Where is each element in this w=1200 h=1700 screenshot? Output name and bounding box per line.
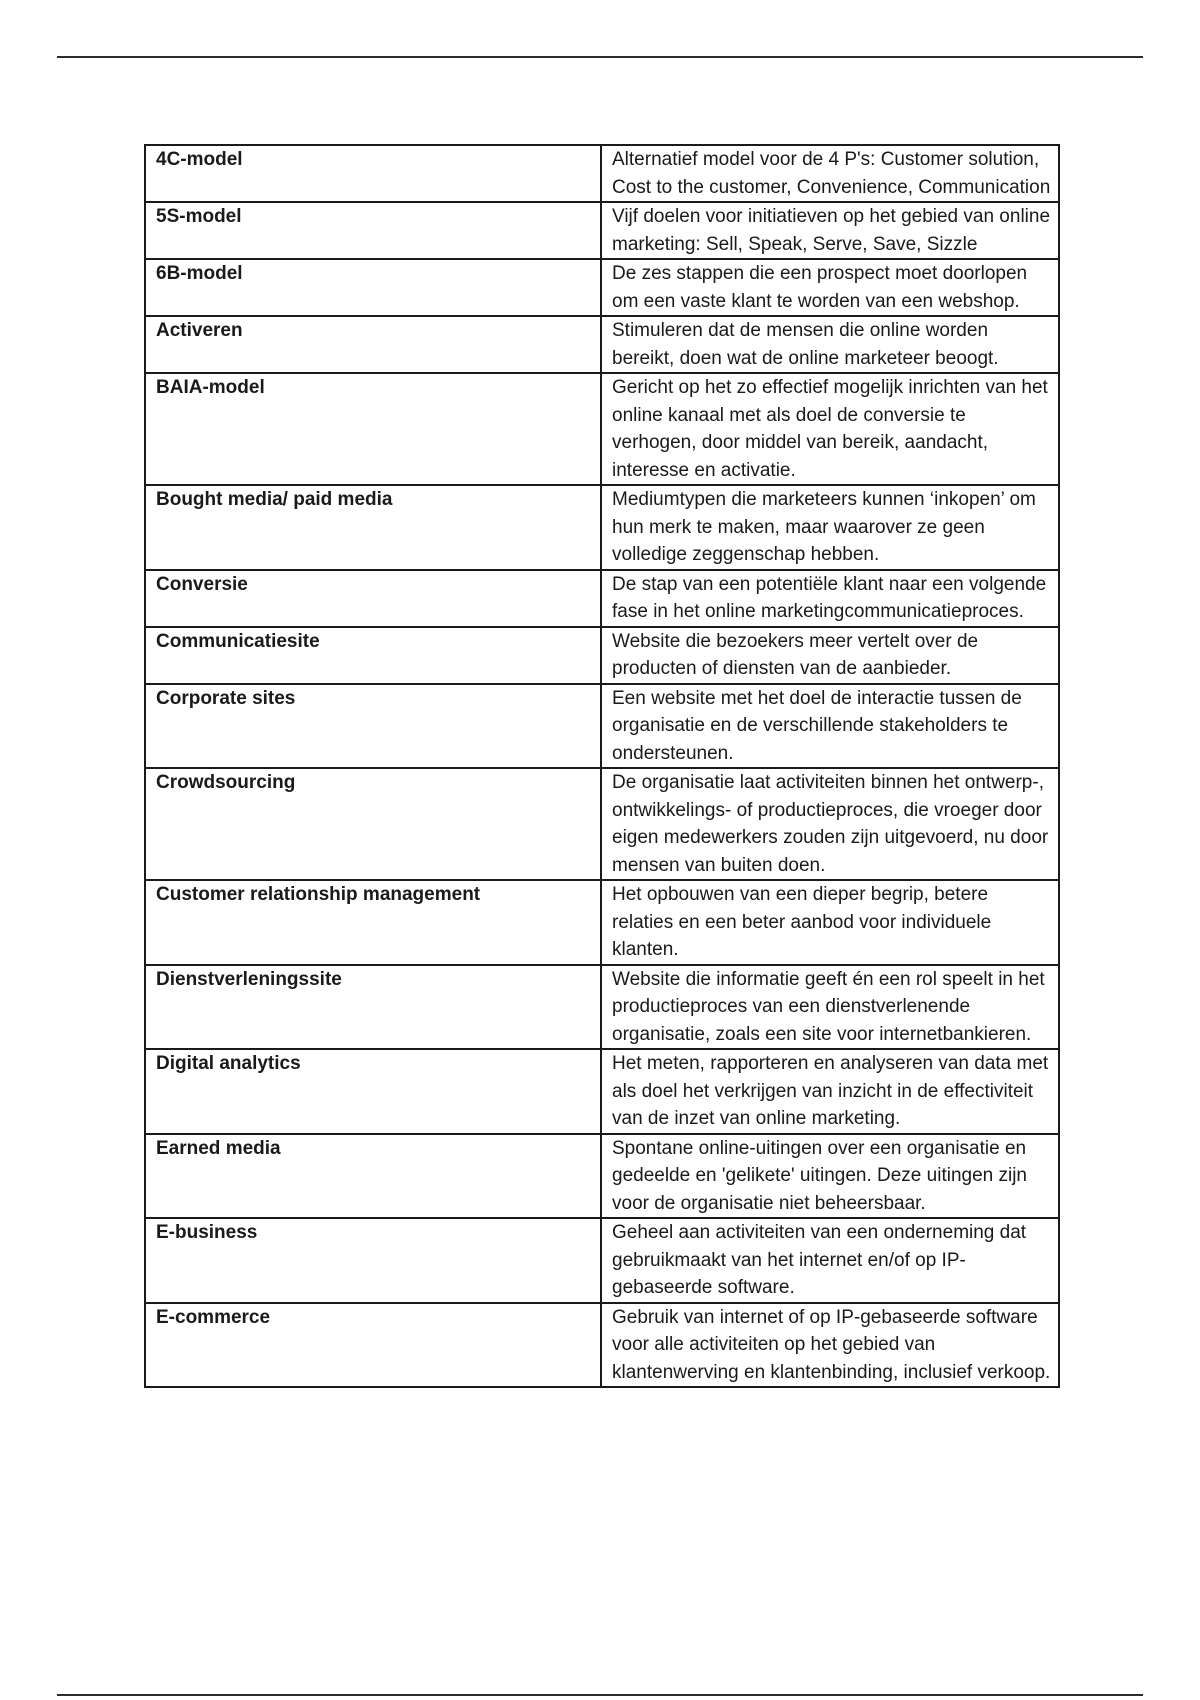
glossary-term: Bought media/ paid media xyxy=(145,485,601,570)
glossary-definition: De organisatie laat activiteiten binnen het ontwerp-, ontwikkelings- of productieproces, die vroeger door eigen medewerkers zouden zijn uitgevoerd, nu door mensen van buiten doen. xyxy=(601,768,1059,880)
glossary-term: Earned media xyxy=(145,1134,601,1219)
glossary-term: Dienstverleningssite xyxy=(145,965,601,1050)
table-row xyxy=(145,684,1059,769)
table-row xyxy=(145,1049,1059,1134)
table-row xyxy=(145,202,1059,259)
glossary-term: E-business xyxy=(145,1218,601,1303)
glossary-definition: Alternatief model voor de 4 P's: Customer solution, Cost to the customer, Convenience, Communication xyxy=(601,145,1059,202)
table-row xyxy=(145,1134,1059,1219)
glossary-definition: De stap van een potentiële klant naar een volgende fase in het online marketingcommunicatieproces. xyxy=(601,570,1059,627)
table-row xyxy=(145,965,1059,1050)
header-rule xyxy=(57,56,1143,58)
glossary-term: 4C-model xyxy=(145,145,601,202)
glossary-term: Digital analytics xyxy=(145,1049,601,1134)
glossary-term: Crowdsourcing xyxy=(145,768,601,880)
glossary-definition: Gebruik van internet of op IP-gebaseerde software voor alle activiteiten op het gebied van klantenwerving en klantenbinding, inclusief verkoop. xyxy=(601,1303,1059,1388)
glossary-definition: Stimuleren dat de mensen die online worden bereikt, doen wat de online marketeer beoogt. xyxy=(601,316,1059,373)
table-row xyxy=(145,570,1059,627)
glossary-definition: De zes stappen die een prospect moet doorlopen om een vaste klant te worden van een webshop. xyxy=(601,259,1059,316)
glossary-definition: Geheel aan activiteiten van een onderneming dat gebruikmaakt van het internet en/of op IP-gebaseerde software. xyxy=(601,1218,1059,1303)
glossary-definition: Gericht op het zo effectief mogelijk inrichten van het online kanaal met als doel de conversie te verhogen, door middel van bereik, aandacht, interesse en activatie. xyxy=(601,373,1059,485)
glossary-definition: Mediumtypen die marketeers kunnen ‘inkopen’ om hun merk te maken, maar waarover ze geen volledige zeggenschap hebben. xyxy=(601,485,1059,570)
glossary-definition: Website die bezoekers meer vertelt over de producten of diensten van de aanbieder. xyxy=(601,627,1059,684)
glossary-term: E-commerce xyxy=(145,1303,601,1388)
glossary-term: Customer relationship management xyxy=(145,880,601,965)
glossary-definition: Het meten, rapporteren en analyseren van data met als doel het verkrijgen van inzicht in de effectiviteit van de inzet van online marketing. xyxy=(601,1049,1059,1134)
table-row xyxy=(145,373,1059,485)
glossary-definition: Spontane online-uitingen over een organisatie en gedeelde en 'gelikete' uitingen. Deze uitingen zijn voor de organisatie niet beheersbaar. xyxy=(601,1134,1059,1219)
glossary-term: Communicatiesite xyxy=(145,627,601,684)
table-row xyxy=(145,485,1059,570)
table-row xyxy=(145,316,1059,373)
table-row xyxy=(145,627,1059,684)
table-row xyxy=(145,1218,1059,1303)
glossary-term: Conversie xyxy=(145,570,601,627)
glossary-definition: Vijf doelen voor initiatieven op het gebied van online marketing: Sell, Speak, Serve, Save, Sizzle xyxy=(601,202,1059,259)
glossary-table xyxy=(144,144,1060,1388)
glossary-term: BAIA-model xyxy=(145,373,601,485)
glossary-term: 6B-model xyxy=(145,259,601,316)
glossary-definition: Het opbouwen van een dieper begrip, betere relaties en een beter aanbod voor individuele klanten. xyxy=(601,880,1059,965)
table-row xyxy=(145,768,1059,880)
glossary-term: 5S-model xyxy=(145,202,601,259)
glossary-definition: Website die informatie geeft én een rol speelt in het productieproces van een dienstverlenende organisatie, zoals een site voor internetbankieren. xyxy=(601,965,1059,1050)
footer-rule xyxy=(57,1694,1143,1696)
glossary-term: Corporate sites xyxy=(145,684,601,769)
table-row xyxy=(145,259,1059,316)
glossary-definition: Een website met het doel de interactie tussen de organisatie en de verschillende stakeholders te ondersteunen. xyxy=(601,684,1059,769)
table-row xyxy=(145,880,1059,965)
table-row xyxy=(145,145,1059,202)
table-row xyxy=(145,1303,1059,1388)
glossary-term: Activeren xyxy=(145,316,601,373)
